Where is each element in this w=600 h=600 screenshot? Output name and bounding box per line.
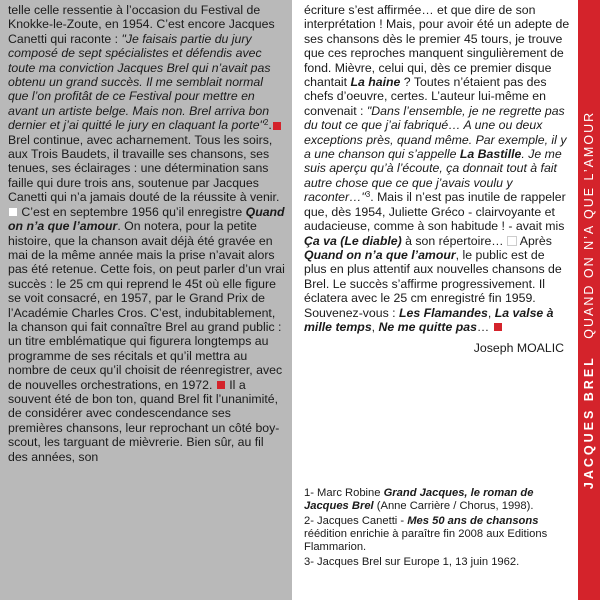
canetti-quote: "Je faisais partie du jury composé de sept spécialistes et défendis avec toute ma conviction Jacques Brel qui n’avait pas obtenu un grand succès. Il me semblait normal que l’on profitât de ce Festival pour mettre en avant un artiste belge. Mais non. Brel arriva bon dernier et j’ai quitté le jury en claquant la porte" [8, 31, 271, 133]
song-title: La valse à mille temps [304, 305, 554, 334]
red-square-icon [273, 122, 281, 130]
song-title: Quand on n’a que l’amour [8, 204, 285, 234]
red-square-icon [494, 323, 502, 331]
right-text: écriture s’est affirmée… et que dire de son interprétation ! Mais, pour avoir été un adepte de ses chansons dès le premier 45 tours, je trouve que ces reproches manquent singulièrement de fond. Mièvre, celui qui, dès ce premier disque chantait La haine ? Toutes n’étaient pas des chefs d’oeuvre, certes. L’auteur lui-même en convenait : "Dans l’ensemble, je ne regrette pas du tout ce que j’ai fabriqué… A une ou deux exceptions près, quand même. Par exemple, il y a une chanson qui s’appelle La Bastille. Je me suis aperçu qu’à l’écoute, ça donnait tout à fait autre chose que ce que j’avais voulu y raconter…"$^3$. Mais il n’est pas inutile de rappeler que, dès 1954, Juliette Gréco - clairvoyante et audacieuse, comme à son habitude ! - avait mis Ça va (Le diable) à son répertoire… Après Quand on n’a que l’amour, le public est de plus en plus attentif aux nouvelles chansons de Brel. Le succès s’affirme progressivement. Il éclatera avec le 25 cm enregistré fin 1959. Souvenez-vous : Les Flamandes, La valse à mille temps, Ne me quitte pas… [304, 3, 570, 334]
song-title: Ça va (Le diable) [304, 233, 402, 248]
white-square-icon [9, 208, 17, 216]
left-text: telle celle ressentie à l’occasion du Festival de Knokke-le-Zoute, en 1954. C’est encore Jacques Canetti qui raconte : "Je faisais partie du jury composé de sept spécialistes et défendis avec toute ma conviction Jacques Brel qui n’avait pas obtenu un grand succès. Il me semblait normal que l’on profitât de ce Festival pour mettre en avant un artiste belge. Mais non. Brel arriva bon dernier et j’ai quitté le jury en claquant la porte"$^2$. Brel continue, avec acharnement. Tous les soirs, aux Trois Baudets, il travaille ses chansons, ses tenues, ses éclairages : une détermination sans faille qui dure trois ans, soutenue par Jacques Canetti qui n’a jamais douté de la réussite à venir. C’est en septembre 1956 qu’il enregistre Quand on n’a que l’amour. On notera, pour la petite histoire, que la chanson avait déjà été gravée en mai de la même année mais la prise n’avait alors pas été retenue. Cette fois, on peut parler d’un vrai succès : le 25 cm qui reprend le 45t où elle figure se voit consacré, en 1957, par le Grand Prix de l’Académie Charles Cros. C’est, indubitablement, la chanson qui fait connaître Brel au grand public : un titre emblématique qui figurera longtemps au programme de ses récitals et qu’il mettra au nombre de ceux qu’il choisit de réenregistrer, avec de nouvelles orchestrations, en 1972. Il a souvent été de bon ton, quand Brel fit l’unanimité, de considérer avec condescendance ses premières chansons, leur reprochant un côté boy-scout, les targuant de mièvrerie. Bien sûr, au fil des années, son [8, 3, 285, 464]
side-title [582, 111, 596, 489]
artist-name: JACQUES BREL [582, 355, 596, 490]
white-square-icon [508, 237, 516, 245]
song-title: La haine [350, 75, 401, 90]
footnote: 1- Marc Robine Grand Jacques, le roman de Jacques Brel (Anne Carrière / Chorus, 1998). [304, 487, 534, 512]
red-square-icon [217, 381, 225, 389]
song-title: La Bastille [459, 147, 522, 162]
song-title: Quand on n’a que l’amour [304, 247, 456, 262]
footnote: 2- Jacques Canetti - Mes 50 ans de chansons réédition enrichie à paraître fin 2008 aux Editions Flammarion. [304, 515, 548, 553]
right-column [292, 0, 578, 600]
author-signature: Joseph MOALIC [473, 341, 564, 356]
album-title: QUAND ON N’A QUE L’AMOUR [582, 110, 596, 339]
left-column [0, 0, 292, 600]
brel-quote: "Dans l’ensemble, je ne regrette pas du tout ce que j’ai fabriqué… A une ou deux exceptions près, quand même. Par exemple, il y a une chanson qui s’appelle La Bastille. Je me suis aperçu qu’à l’écoute, ça donnait tout à fait autre chose que ce que j’avais voulu y raconter…" [304, 103, 567, 205]
footnotes [304, 487, 572, 571]
side-title-strip [578, 0, 600, 600]
song-title: Les Flamandes [399, 305, 488, 320]
footnote: 3- Jacques Brel sur Europe 1, 13 juin 1962. [304, 556, 520, 568]
song-title: Ne me quitte pas [378, 319, 477, 334]
